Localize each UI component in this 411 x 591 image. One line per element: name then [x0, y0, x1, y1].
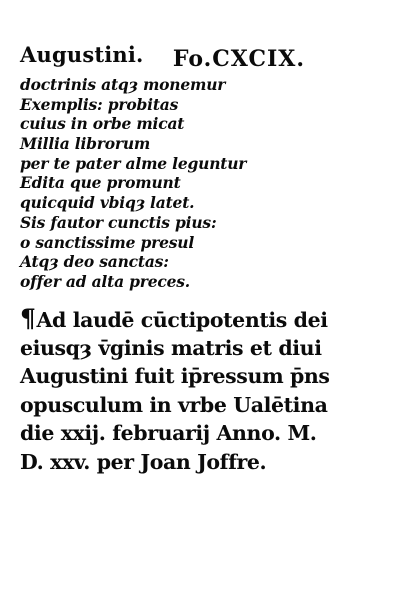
verse-line: offer ad alta preces. [20, 271, 190, 291]
verse-line: cuius in orbe micat [20, 114, 185, 134]
verse-block [20, 75, 300, 292]
folio-number: Fo.CXCIX. [172, 46, 305, 72]
colophon-line [20, 304, 328, 334]
colophon-line: D. xxv. per Joan Joffre. [20, 449, 267, 474]
verse-line: Millia librorum [20, 134, 151, 154]
colophon-text: Ad laudē cūctipotentis dei [36, 308, 328, 332]
verse-line: doctrinis atqȝ monemur [20, 75, 226, 94]
page-header [20, 42, 305, 72]
colophon-line: opusculum in vrbe Ualētina [20, 392, 328, 417]
verse-line: per te pater alme leguntur [20, 153, 247, 173]
colophon-line: die xxij. februarij Anno. M. [20, 421, 317, 445]
colophon [20, 304, 330, 476]
verse-line: Edita que promunt [20, 173, 181, 193]
verse-line: quicquid vbiqȝ latet. [20, 193, 195, 213]
verse-line: o sanctissime presul [20, 232, 195, 252]
verse-line: Exemplis: probitas [20, 94, 179, 114]
verse-line: Sis fautor cunctis pius: [20, 212, 217, 232]
verse-line: Atqȝ deo sanctas: [20, 252, 169, 272]
running-head: Augustini. [20, 42, 144, 67]
pilcrow-mark: ¶ [20, 304, 36, 333]
colophon-line: Augustini fuit ip̄ressum p̄ns [20, 364, 330, 388]
colophon-line: eiusqȝ v̄ginis matris et diui [20, 335, 322, 360]
